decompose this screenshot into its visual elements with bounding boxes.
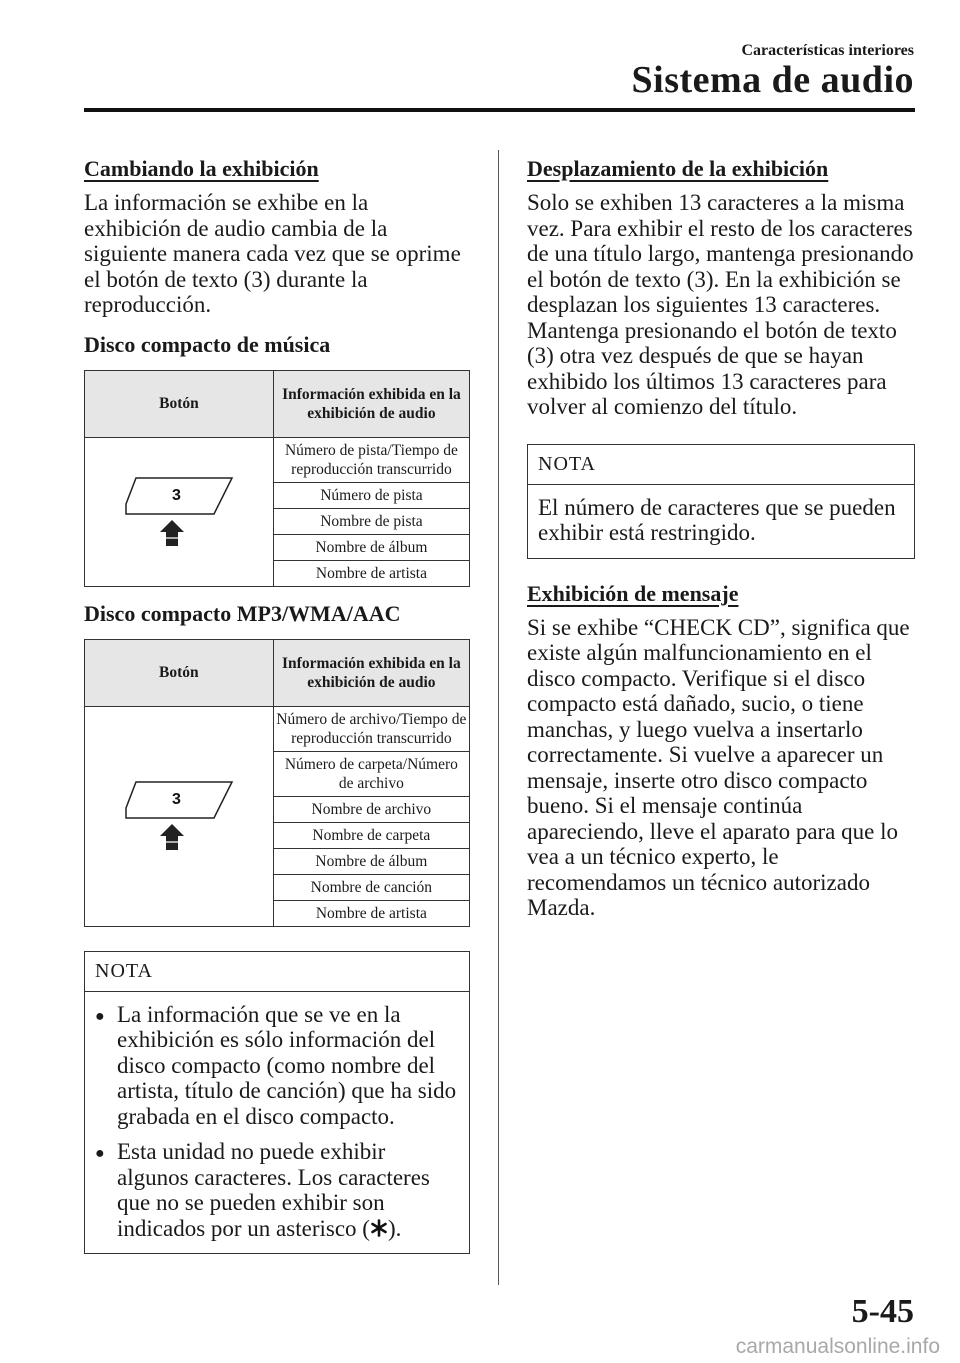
table-header-row — [85, 370, 470, 437]
info-column-header: Información exhibida en la exhibición de audio — [273, 370, 469, 437]
header-section: Características interiores — [741, 42, 914, 59]
nota-body-text: El número de caracteres que se pueden exhibir está restringido. — [538, 494, 896, 545]
nota-box-left — [84, 951, 470, 1255]
button-number-label: 3 — [171, 486, 181, 504]
scroll-heading: Desplazamiento de la exhibición — [527, 156, 829, 181]
cd-row-2: Nombre de pista — [273, 508, 469, 534]
table-header-row — [85, 639, 470, 706]
display-change-heading: Cambiando la exhibición — [84, 156, 319, 181]
cd-display-table — [84, 370, 470, 587]
text-button-illustration — [124, 476, 234, 548]
asterisk-icon — [370, 1219, 388, 1237]
cd-heading: Disco compacto de música — [84, 331, 331, 357]
mp3-row-4: Nombre de álbum — [273, 848, 469, 874]
page-title: Sistema de audio — [631, 59, 914, 101]
mp3-heading: Disco compacto MP3/WMA/AAC — [84, 600, 401, 626]
message-text: Si se exhibe “CHECK CD”, significa que existe algún malfuncionamiento en el disco compacto. Verifique si el disco compacto está dañado, sucio, o tiene manchas, y luego vuelva a insertarlo correctamente. Si vuelve a aparecer un mensaje, inserte otro disco compacto bueno. Si el mensaje continúa apareciendo, lleve el aparato para que lo vea a un técnico experto, le recomendamos un técnico autorizado Mazda. — [527, 614, 910, 920]
nota-bullet2-pre: Esta unidad no puede exhibir algunos caracteres. Los caracteres que no se pueden exhibir son indicados por un asterisco ( — [117, 1139, 430, 1241]
cd-row-1: Número de pista — [273, 482, 469, 508]
mp3-row-2: Nombre de archivo — [273, 796, 469, 822]
button-number-label: 3 — [171, 791, 181, 808]
bullet-dot-icon: ● — [95, 1145, 105, 1162]
table-row — [85, 437, 470, 482]
mp3-row-3: Nombre de carpeta — [273, 822, 469, 848]
text-button-cell — [85, 437, 274, 586]
nota-body — [85, 992, 469, 1254]
right-column — [527, 150, 915, 931]
mp3-row-1: Número de carpeta/Número de archivo — [273, 751, 469, 796]
nota-box-right — [527, 444, 915, 559]
mp3-row-6: Nombre de artista — [273, 900, 469, 926]
watermark: carmanualsonline.info — [735, 1335, 940, 1358]
press-arrow-icon — [160, 824, 184, 850]
nota-title: NOTA — [528, 445, 914, 485]
cd-row-0: Número de pista/Tiempo de reproducción transcurrido — [273, 437, 469, 482]
table-row — [85, 706, 470, 751]
mp3-row-5: Nombre de canción — [273, 874, 469, 900]
cd-row-3: Nombre de álbum — [273, 534, 469, 560]
bullet-dot-icon: ● — [95, 1007, 105, 1025]
mp3-row-0: Número de archivo/Tiempo de reproducción transcurrido — [273, 706, 469, 751]
nota-bullet — [95, 1002, 459, 1130]
nota-bullet-text: La información que se ve en la exhibición es sólo información del disco compacto (como nombre del artista, título de canción) que ha sido grabada en el disco compacto. — [117, 1001, 457, 1129]
button-column-header: Botón — [85, 370, 274, 437]
scroll-text: Solo se exhiben 13 caracteres a la misma vez. Para exhibir el resto de los caracteres de una título largo, mantenga presionando el botón de texto (3). En la exhibición se desplazan los siguientes 13 caracteres. Mantenga presionando el botón de texto (3) otra vez después de que se hayan exhibido los últimos 13 caracteres para volver al comienzo del título. — [527, 190, 914, 419]
column-divider — [498, 150, 499, 1285]
left-column — [84, 150, 470, 1254]
button-column-header: Botón — [85, 639, 274, 706]
display-change-intro: La información se exhibe en la exhibición de audio cambia de la siguiente manera cada vez que se oprime el botón de texto (3) durante la reproducción. — [84, 190, 461, 317]
press-arrow-icon — [160, 520, 184, 546]
cd-row-4: Nombre de artista — [273, 560, 469, 586]
info-column-header: Información exhibida en la exhibición de audio — [273, 639, 469, 706]
mp3-display-table — [84, 639, 470, 927]
nota-bullet-text-container — [117, 1139, 459, 1241]
text-button-cell — [85, 706, 274, 926]
header-rule — [84, 108, 915, 112]
message-heading: Exhibición de mensaje — [527, 580, 739, 606]
nota-bullet — [95, 1139, 459, 1241]
text-button-illustration — [124, 780, 234, 852]
nota-bullet2-post: ). — [387, 1215, 402, 1241]
page-number: 5-45 — [851, 1293, 914, 1330]
nota-title: NOTA — [85, 952, 469, 992]
